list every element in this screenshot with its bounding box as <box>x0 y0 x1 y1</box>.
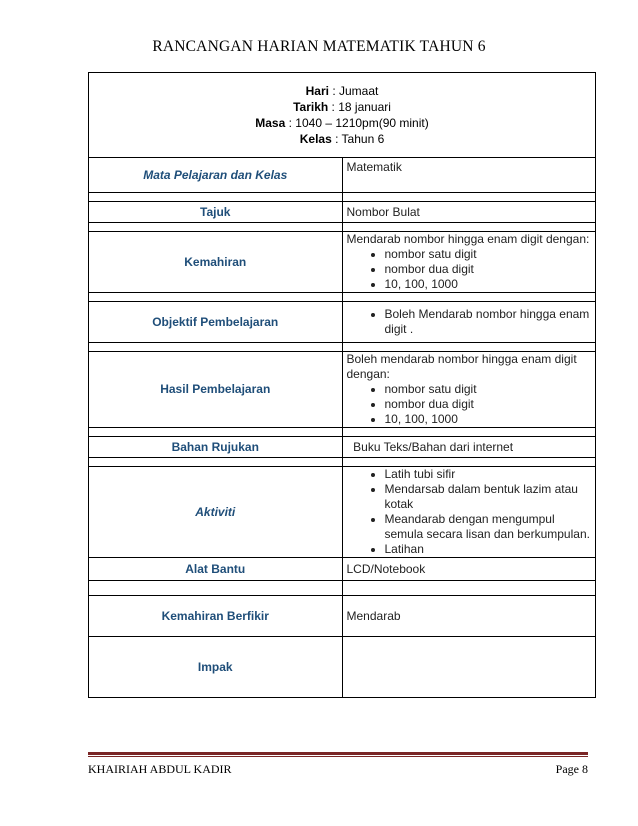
hari-value: : Jumaat <box>332 84 379 98</box>
lesson-plan-table <box>88 72 596 698</box>
kemahiran-berfikir-row <box>89 596 596 637</box>
objektif-value <box>342 302 596 343</box>
mata-pelajaran-label: Mata Pelajaran dan Kelas <box>89 158 343 193</box>
mata-pelajaran-row <box>89 158 596 193</box>
hasil-intro: Boleh mendarab nombor hingga enam digit dengan: <box>346 352 577 381</box>
hari-label: Hari <box>305 84 329 98</box>
aktiviti-value <box>342 467 596 558</box>
tarikh-label: Tarikh <box>293 100 329 114</box>
kelas-value: : Tahun 6 <box>335 132 385 146</box>
list-item: • Mendarsab dalam bentuk lazim atau kotak <box>385 482 592 512</box>
bahan-value: Buku Teks/Bahan dari internet <box>342 437 596 458</box>
list-item: • nombor satu digit <box>385 247 592 262</box>
kemahiran-value <box>342 232 596 293</box>
tarikh-value: : 18 januari <box>331 100 391 114</box>
list-item: • 10, 100, 1000 <box>385 277 592 292</box>
tajuk-label: Tajuk <box>89 202 343 223</box>
hasil-row <box>89 352 596 428</box>
mata-pelajaran-value: Matematik <box>342 158 596 193</box>
list-item: • nombor dua digit <box>385 262 592 277</box>
kemahiran-berfikir-value: Mendarab <box>342 596 596 637</box>
list-item: • Latih tubi sifir <box>385 467 592 482</box>
header-cell <box>89 73 596 158</box>
kemahiran-intro: Mendarab nombor hingga enam digit dengan: <box>346 232 590 246</box>
list-item: • nombor dua digit <box>385 397 592 412</box>
document-title: RANCANGAN HARIAN MATEMATIK TAHUN 6 <box>152 38 486 55</box>
objektif-label: Objektif Pembelajaran <box>89 302 343 343</box>
spacer-row <box>89 458 596 467</box>
spacer-row <box>89 293 596 302</box>
spacer-row <box>89 343 596 352</box>
hasil-value <box>342 352 596 428</box>
impak-label: Impak <box>89 637 343 698</box>
kelas-label: Kelas <box>299 132 332 146</box>
list-item: • Latihan <box>385 542 592 557</box>
objektif-list <box>347 307 592 337</box>
impak-value <box>342 637 596 698</box>
tajuk-value: Nombor Bulat <box>342 202 596 223</box>
masa-line <box>89 115 595 131</box>
list-item: • 10, 100, 1000 <box>385 412 592 427</box>
masa-value: : 1040 – 1210pm(90 minit) <box>288 116 429 130</box>
alat-bantu-row <box>89 558 596 581</box>
spacer-row <box>89 193 596 202</box>
bahan-row <box>89 437 596 458</box>
hasil-list <box>347 382 592 427</box>
aktiviti-list <box>347 467 592 557</box>
alat-bantu-label: Alat Bantu <box>89 558 343 581</box>
footer-author: KHAIRIAH ABDUL KADIR <box>88 762 232 776</box>
hasil-label: Hasil Pembelajaran <box>89 352 343 428</box>
aktiviti-row <box>89 467 596 558</box>
spacer-row <box>89 428 596 437</box>
aktiviti-label: Aktiviti <box>89 467 343 558</box>
kemahiran-row <box>89 232 596 293</box>
alat-bantu-value: LCD/Notebook <box>342 558 596 581</box>
masa-label: Masa <box>255 116 286 130</box>
kelas-line <box>89 131 595 147</box>
footer-divider-thin <box>88 756 588 757</box>
kemahiran-label: Kemahiran <box>89 232 343 293</box>
spacer-row <box>89 581 596 596</box>
list-item: • Meandarab dengan mengumpul semula secara lisan dan berkumpulan. <box>385 512 592 542</box>
list-item: • nombor satu digit <box>385 382 592 397</box>
kemahiran-berfikir-label: Kemahiran Berfikir <box>89 596 343 637</box>
list-item: • Boleh Mendarab nombor hingga enam digit . <box>385 307 592 337</box>
header-row <box>89 73 596 158</box>
impak-row <box>89 637 596 698</box>
spacer-row <box>89 223 596 232</box>
kemahiran-list <box>347 247 592 292</box>
bahan-label: Bahan Rujukan <box>89 437 343 458</box>
tarikh-line <box>89 99 595 115</box>
footer-page-number: Page 8 <box>555 762 588 776</box>
objektif-row <box>89 302 596 343</box>
tajuk-row <box>89 202 596 223</box>
hari-line <box>89 83 595 99</box>
footer-divider <box>88 752 588 755</box>
